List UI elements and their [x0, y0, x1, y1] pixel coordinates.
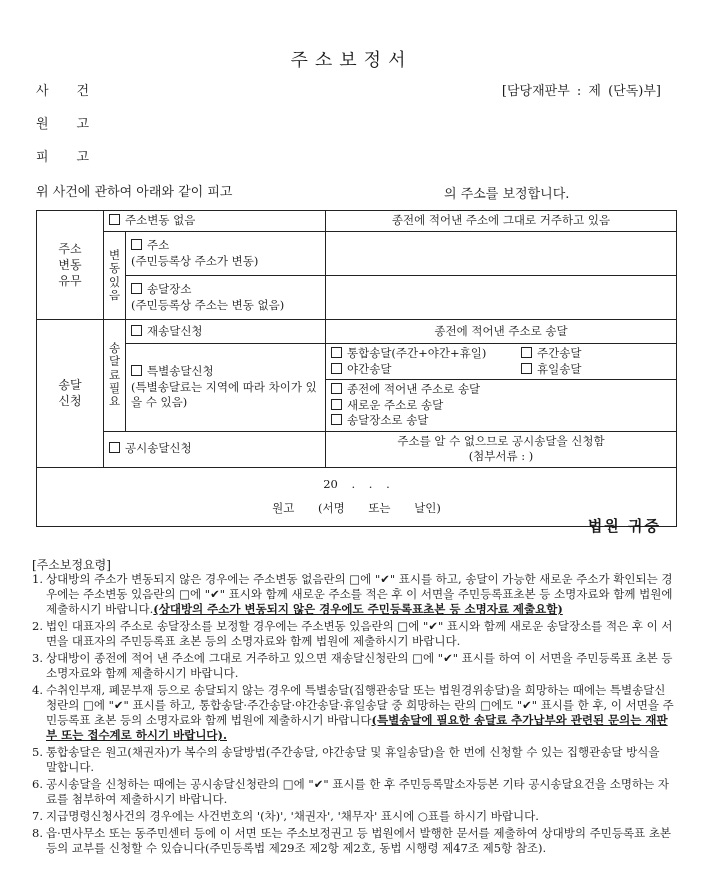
document-title: 주소보정서 — [290, 50, 413, 71]
instruction-item — [32, 572, 674, 617]
option-integrated[interactable] — [331, 346, 521, 362]
instruction-text: 읍·면사무소 또는 동주민센터 등에 이 서면 또는 주소보정권고 등 법원에서 발행한 문서를 제출하여 상대방의 주민등록표 초본 등의 교부를 신청할 수 있습니다(주민등록법 제29조 제2항 제2호, 동법 시행령 제47조 제5항 참조). — [46, 826, 672, 855]
re-delivery-desc: 종전에 적어낸 주소로 송달 — [326, 320, 677, 344]
target-new[interactable] — [331, 398, 671, 414]
target-previous[interactable] — [331, 382, 671, 398]
special-delivery-checkbox[interactable] — [131, 365, 142, 376]
option-holiday[interactable] — [521, 362, 581, 378]
option-integrated-checkbox[interactable] — [331, 347, 342, 358]
option-integrated-label: 통합송달(주간+야간+휴일) — [347, 346, 487, 360]
instruction-number: 3. — [32, 651, 43, 665]
delivery-place-label: 송달장소 — [147, 281, 192, 296]
no-change-label: 주소변동 없음 — [125, 213, 196, 228]
instruction-number: 5. — [32, 745, 43, 759]
public-delivery-desc: 주소를 알 수 없으므로 공시송달을 신청함 — [397, 433, 605, 448]
intro-left: 위 사건에 관하여 아래와 같이 피고 — [36, 185, 233, 200]
instruction-text: 통합송달은 원고(채권자)가 복수의 송달방법(주간송달, 야간송달 및 휴일송달)을 한 번에 신청할 수 있는 집행관송달 방식을 말합니다. — [46, 745, 660, 774]
public-delivery-cell[interactable] — [104, 431, 326, 467]
change-label — [104, 232, 126, 320]
special-delivery-cell[interactable] — [126, 344, 326, 432]
option-holiday-label: 휴일송달 — [537, 361, 582, 376]
option-day-label: 주간송달 — [537, 346, 582, 360]
target-new-label: 새로운 주소로 송달 — [347, 397, 444, 412]
sec-address-change — [37, 211, 104, 320]
dept-info: [담당재판부 : 제 (단독)부] — [501, 84, 661, 99]
change-vertical-label: 변 동 있 음 — [108, 248, 121, 302]
instruction-item — [32, 651, 674, 681]
address-correction-table — [36, 210, 677, 527]
target-place[interactable] — [331, 413, 671, 429]
plaintiff-label: 원고 — [36, 117, 118, 132]
option-day[interactable] — [521, 346, 581, 362]
target-previous-label: 종전에 적어낸 주소로 송달 — [347, 382, 481, 397]
instruction-item — [32, 809, 674, 824]
target-new-checkbox[interactable] — [331, 399, 342, 410]
fee-label — [104, 320, 126, 432]
instruction-text: 수취인부재, 폐문부재 등으로 송달되지 않는 경우에 특별송달(집행관송달 또는 법원경위송달)을 희망하는 때에는 특별송달신청란의 □에 "✔" 표시를 하고, 통합송달·주간송달·야간송달·휴일송달 중 희망하는 란의 □에도 "✔" 표시를 한 후, 이 서면을 주민등록표 초본 등의 소명자료와 함께 법원에 제출하시기 바랍니다 — [46, 683, 674, 727]
sign-row — [37, 467, 677, 526]
option-holiday-checkbox[interactable] — [521, 363, 532, 374]
instruction-item — [32, 826, 674, 856]
public-delivery-attach[interactable]: (첨부서류 : ) — [468, 449, 534, 464]
re-delivery-cell[interactable] — [126, 320, 326, 344]
date-line[interactable]: 20 . . . — [323, 477, 390, 492]
defendant-label: 피고 — [36, 150, 118, 165]
public-delivery-checkbox[interactable] — [109, 442, 120, 453]
instruction-number: 4. — [32, 683, 43, 697]
addr-change-sub: (주민등록상 주소가 변동) — [131, 253, 259, 268]
no-change-cell[interactable] — [104, 211, 326, 232]
special-delivery-label: 특별송달신청 — [147, 364, 214, 379]
target-place-label: 송달장소로 송달 — [347, 413, 429, 428]
special-delivery-sub: (특별송달료는 지역에 따라 차이가 있을 수 있음) — [131, 379, 317, 410]
instruction-emphasis: (특별송달에 필요한 송달료 추가납부와 관련된 문의는 재판부 또는 접수계로 하시기 바랍니다). — [46, 713, 668, 742]
sign-line[interactable]: 원고 (서명 또는 날인) — [272, 500, 441, 515]
option-night[interactable] — [331, 362, 521, 378]
notes-title: [주소보정요령] — [32, 558, 111, 572]
instruction-item — [32, 745, 674, 775]
instruction-number: 8. — [32, 826, 43, 840]
instruction-number: 2. — [32, 619, 43, 633]
delivery-place-sub: (주민등록상 주소는 변동 없음) — [131, 297, 285, 312]
no-change-desc: 종전에 적어낸 주소에 그대로 거주하고 있음 — [326, 211, 677, 232]
instruction-number: 6. — [32, 777, 43, 791]
court-addressee: 법원 귀중 — [587, 517, 661, 535]
instruction-text: 상대방이 종전에 적어 낸 주소에 그대로 거주하고 있으면 재송달신청란의 □에 "✔" 표시를 하여 이 서면을 주민등록표 초본 등 소명자료와 함께 제출하시기 바랍니다. — [46, 651, 673, 680]
instruction-text: 상대방의 주소가 변동되지 않은 경우에는 주소변동 없음란의 □에 "✔" 표시를 하고, 송달이 가능한 새로운 주소가 확인되는 경우에는 주소변동 있음란의 □에 "✔" 표시와 함께 새로운 주소를 적은 후 이 서면을 주민등록표초본 등 소명자료와 함께 법원에 제출하시기 바랍니다. — [46, 572, 673, 616]
instruction-item — [32, 683, 674, 743]
case-label: 사건 — [36, 84, 118, 99]
intro-right: 의 주소를 보정합니다. — [444, 187, 570, 202]
no-change-checkbox[interactable] — [109, 214, 120, 225]
option-night-checkbox[interactable] — [331, 363, 342, 374]
public-delivery-label: 공시송달신청 — [125, 441, 192, 456]
addr-change-cell[interactable] — [126, 232, 326, 276]
re-delivery-label: 재송달신청 — [147, 323, 203, 338]
target-previous-checkbox[interactable] — [331, 383, 342, 394]
sec1-label: 주소 변동 유무 — [58, 241, 82, 289]
instruction-emphasis: (상대방의 주소가 변동되지 않은 경우에도 주민등록표초본 등 소명자료 제출요함) — [153, 602, 563, 616]
option-day-checkbox[interactable] — [521, 347, 532, 358]
instruction-text: 공시송달을 신청하는 때에는 공시송달신청란의 □에 "✔" 표시를 한 후 주민등록말소자등본 기타 공시송달요건을 소명하는 자료를 첨부하여 제출하시기 바랍니다. — [46, 777, 669, 806]
instruction-number: 7. — [32, 809, 43, 823]
new-address-field[interactable] — [326, 232, 677, 276]
instruction-number: 1. — [32, 572, 43, 586]
special-options-cell — [326, 344, 677, 380]
sec2-label: 송달 신청 — [58, 378, 82, 409]
delivery-place-checkbox[interactable] — [131, 283, 142, 294]
instruction-text: 지급명령신청사건의 경우에는 사건번호의 '(차)', '채권자', '채무자' 표시에 ○표를 하시기 바랍니다. — [46, 809, 539, 823]
delivery-place-cell[interactable] — [126, 276, 326, 320]
re-delivery-checkbox[interactable] — [131, 325, 142, 336]
public-delivery-desc-cell — [326, 431, 677, 467]
instruction-text: 법인 대표자의 주소로 송달장소를 보정할 경우에는 주소변동 있음란의 □에 "✔" 표시와 함께 새로운 송달장소를 적은 후 이 서면을 대표자의 주민등록표 초본 등의 소명자료와 함께 법원에 제출하시기 바랍니다. — [46, 619, 673, 648]
instructions-list — [32, 572, 674, 858]
fee-vertical-label: 송 달 료 필 요 — [108, 341, 121, 409]
sec-delivery-request — [37, 320, 104, 468]
instruction-item — [32, 619, 674, 649]
target-place-checkbox[interactable] — [331, 414, 342, 425]
special-targets-cell — [326, 380, 677, 432]
new-delivery-place-field[interactable] — [326, 276, 677, 320]
addr-change-label: 주소 — [147, 237, 170, 252]
instruction-item — [32, 777, 674, 807]
addr-change-checkbox[interactable] — [131, 239, 142, 250]
option-night-label: 야간송달 — [347, 361, 392, 376]
